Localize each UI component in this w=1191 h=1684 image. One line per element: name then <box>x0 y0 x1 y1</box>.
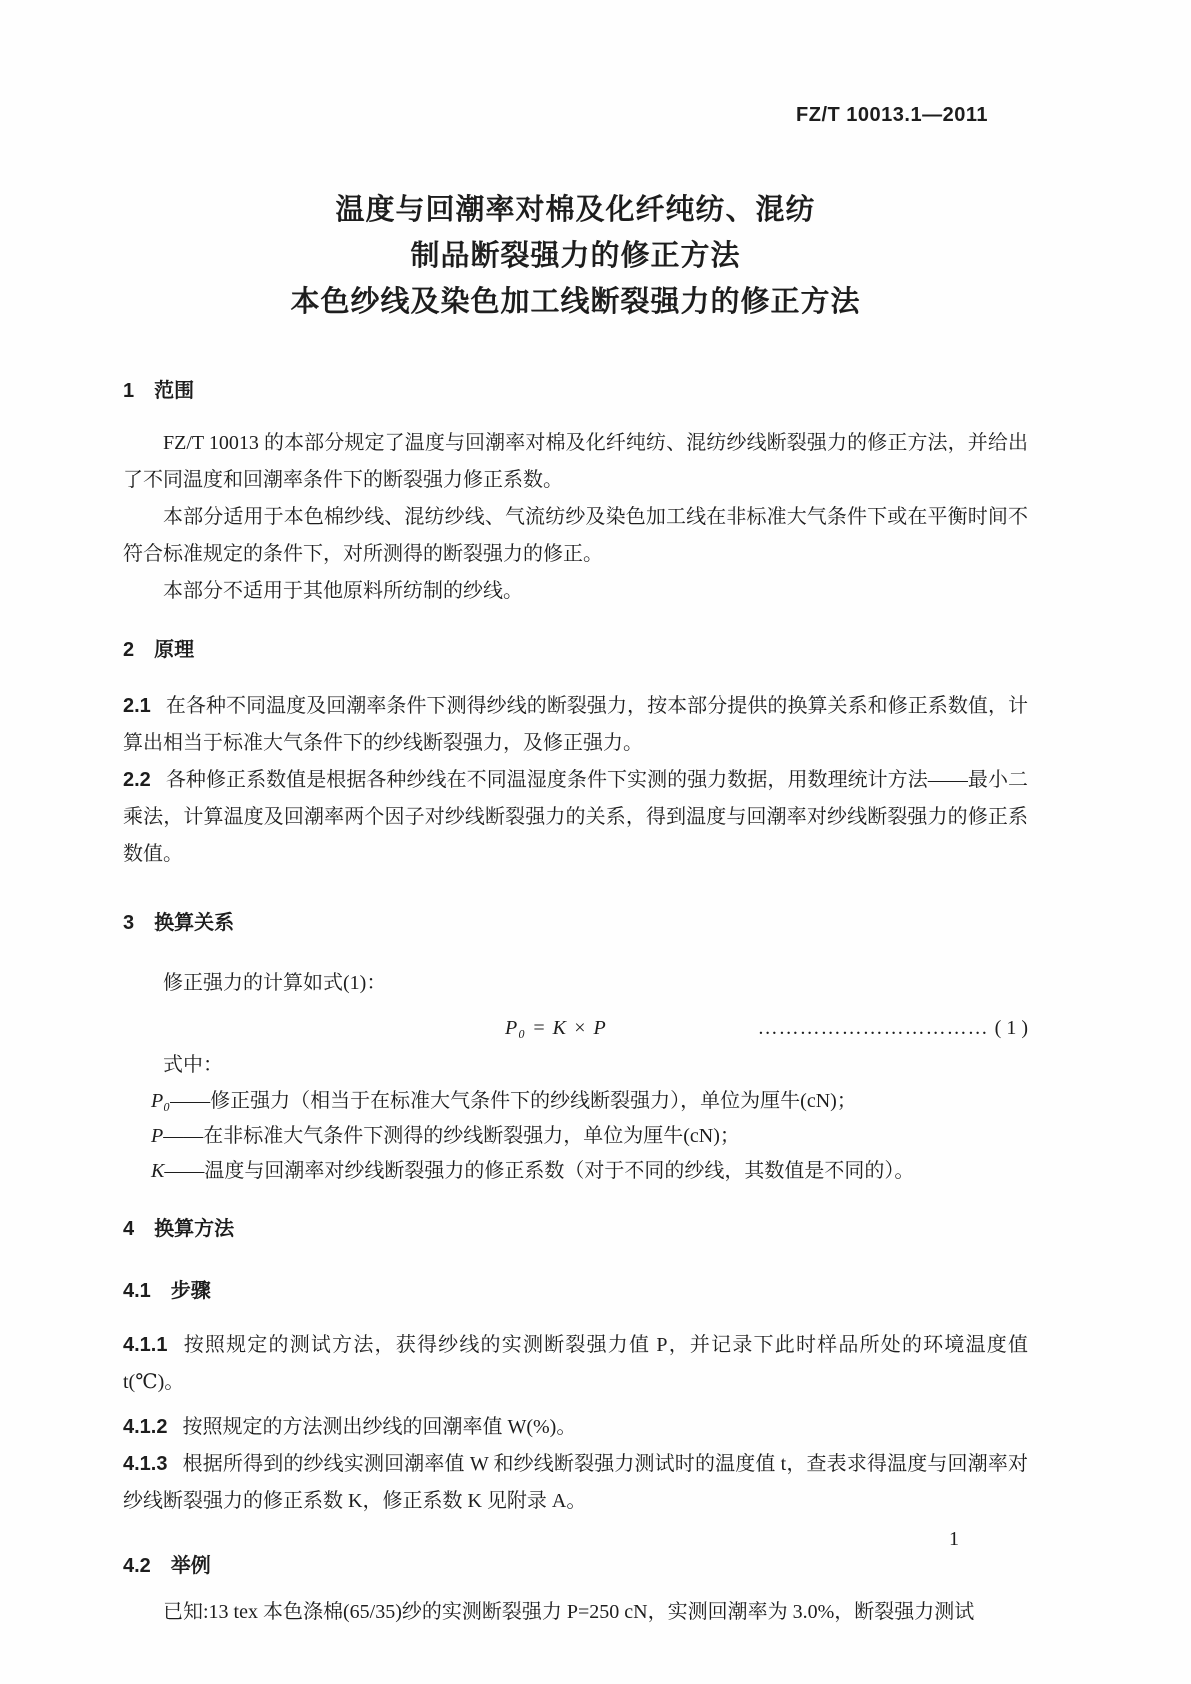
clause-4-1-2-number: 4.1.2 <box>123 1416 168 1438</box>
definition-k-text: ——温度与回潮率对纱线断裂强力的修正系数（对于不同的纱线，其数值是不同的）。 <box>164 1160 915 1182</box>
section-1-paragraph-1: FZ/T 10013 的本部分规定了温度与回潮率对棉及化纤纯纺、混纺纱线断裂强力的修正方法，并给出了不同温度和回潮率条件下的断裂强力修正系数。 <box>123 432 1028 491</box>
section-3-intro: 修正强力的计算如式(1)： <box>163 972 387 994</box>
page-number: 1 <box>949 1528 959 1550</box>
clause-4-1-2-text: 按照规定的方法测出纱线的回潮率值 W(%)。 <box>182 1416 577 1438</box>
clause-4-1-1-text: 按照规定的测试方法，获得纱线的实测断裂强力值 P，并记录下此时样品所处的环境温度值 t(℃)。 <box>123 1334 1028 1393</box>
section-1-paragraph-3: 本部分不适用于其他原料所纺制的纱线。 <box>163 580 523 602</box>
section-4-heading: 4 换算方法 <box>123 1218 235 1240</box>
definition-p0 <box>123 1084 1028 1119</box>
clause-4-1-2 <box>123 1409 1028 1446</box>
where-label: 式中： <box>163 1054 223 1076</box>
document-title <box>123 187 1028 325</box>
equation-1 <box>123 1010 1028 1047</box>
definition-p <box>123 1119 1028 1154</box>
clause-2-2-text: 各种修正系数值是根据各种纱线在不同温湿度条件下实测的强力数据，用数理统计方法——最小二乘法，计算温度及回潮率两个因子对纱线断裂强力的关系，得到温度与回潮率对纱线断裂强力的修正系数值。 <box>123 769 1028 865</box>
clause-4-1-3 <box>123 1446 1028 1520</box>
section-4-example-paragraph: 已知:13 tex 本色涤棉(65/35)纱的实测断裂强力 P=250 cN，实测回潮率为 3.0%，断裂强力测试 <box>163 1601 975 1623</box>
definition-k-symbol: K <box>151 1160 165 1182</box>
clause-4-1-3-number: 4.1.3 <box>123 1453 168 1475</box>
title-line-3: 本色纱线及染色加工线断裂强力的修正方法 <box>290 286 861 318</box>
subsection-4-2-heading: 4.2 举例 <box>123 1555 211 1577</box>
section-3-heading: 3 换算关系 <box>123 912 235 934</box>
title-line-1: 温度与回潮率对棉及化纤纯纺、混纺 <box>335 194 816 226</box>
equation-right-group <box>607 1010 1028 1047</box>
section-1-paragraph-2: 本部分适用于本色棉纱线、混纺纱线、气流纺纱及染色加工线在非标准大气条件下或在平衡时间不符合标准规定的条件下，对所测得的断裂强力的修正。 <box>123 506 1028 565</box>
section-1-heading: 1 范围 <box>123 380 195 402</box>
equation-number: ( 1 ) <box>994 1017 1028 1039</box>
clause-2-2 <box>123 762 1028 873</box>
section-2-heading: 2 原理 <box>123 639 195 661</box>
clause-4-1-1-number: 4.1.1 <box>123 1334 168 1356</box>
equation-expression: P₀ = K × P <box>505 1017 607 1039</box>
definition-k <box>123 1154 1028 1189</box>
standard-number: FZ/T 10013.1—2011 <box>796 104 988 126</box>
clause-2-1 <box>123 688 1028 762</box>
title-line-2: 制品断裂强力的修正方法 <box>410 240 741 272</box>
definition-p0-text: ——修正强力（相当于在标准大气条件下的纱线断裂强力），单位为厘牛(cN)； <box>170 1090 857 1112</box>
equation-leader-dots: …………………………… <box>757 1017 989 1039</box>
clause-2-1-text: 在各种不同温度及回潮率条件下测得纱线的断裂强力，按本部分提供的换算关系和修正系数值，计算出相当于标准大气条件下的纱线断裂强力，及修正强力。 <box>123 695 1028 754</box>
subsection-4-1-heading: 4.1 步骤 <box>123 1280 211 1302</box>
definition-p0-symbol: P₀ <box>151 1090 171 1112</box>
clause-2-2-number: 2.2 <box>123 769 151 791</box>
clause-2-1-number: 2.1 <box>123 695 151 717</box>
definition-p-symbol: P <box>151 1125 164 1147</box>
clause-4-1-3-text: 根据所得到的纱线实测回潮率值 W 和纱线断裂强力测试时的温度值 t，查表求得温度与回潮率对纱线断裂强力的修正系数 K，修正系数 K 见附录 A。 <box>123 1453 1028 1512</box>
definition-p-text: ——在非标准大气条件下测得的纱线断裂强力，单位为厘牛(cN)； <box>163 1125 740 1147</box>
clause-4-1-1 <box>123 1327 1028 1401</box>
